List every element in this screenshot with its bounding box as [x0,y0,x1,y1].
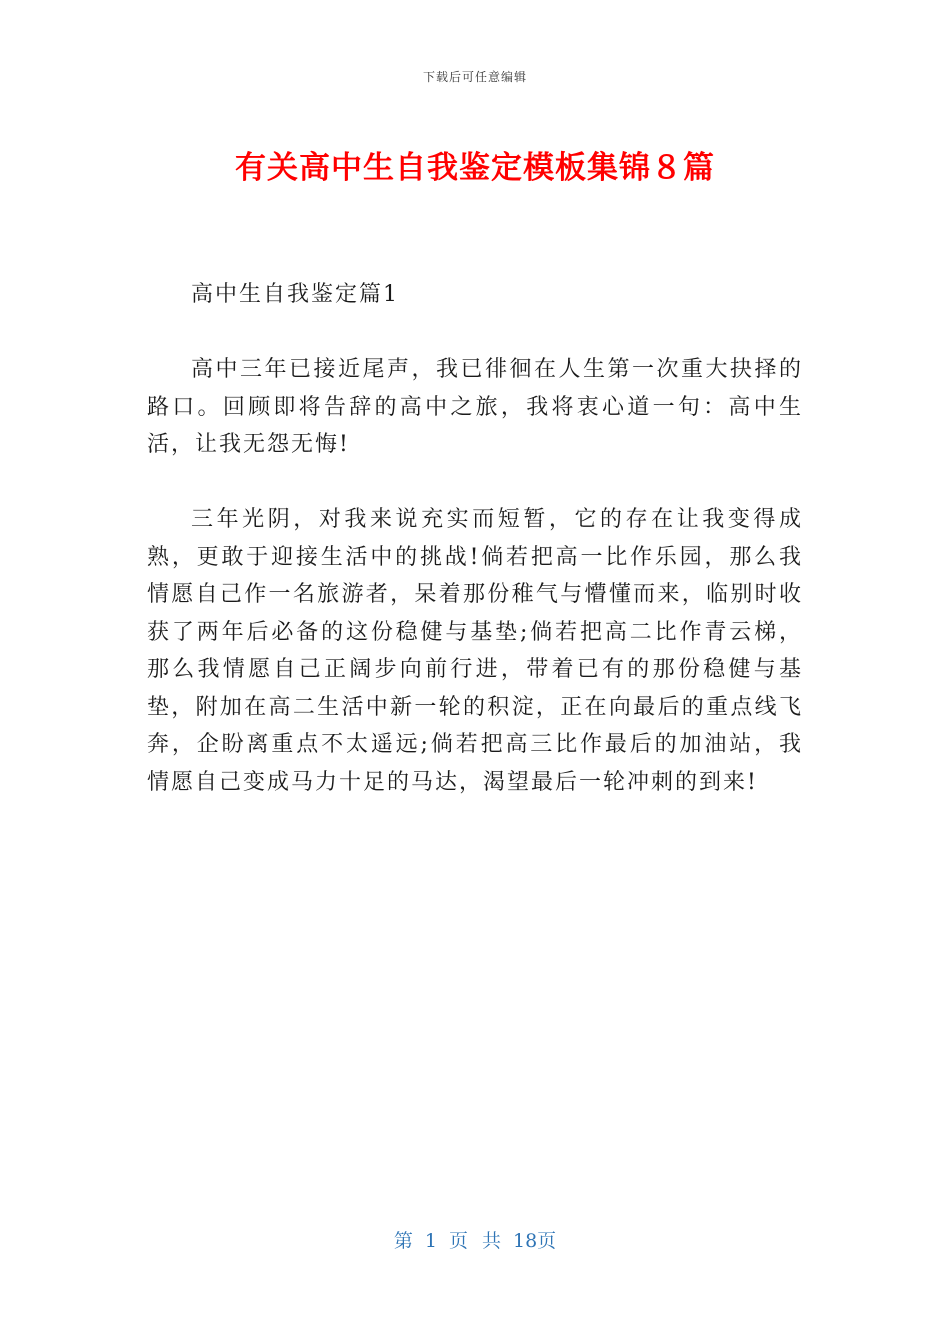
paragraph: 三年光阴，对我来说充实而短暂，它的存在让我变得成熟，更敢于迎接生活中的挑战!倘若把高一比作乐园，那么我情愿自己作一名旅游者，呆着那份稚气与懵懂而来，临别时收获了两年后必备的这份稳健与基垫;倘若把高二比作青云梯，那么我情愿自己正阔步向前行进，带着已有的那份稳健与基垫，附加在高二生活中新一轮的积淀，正在向最后的重点线飞奔，企盼离重点不太遥远;倘若把高三比作最后的加油站，我情愿自己变成马力十足的马达，渴望最后一轮冲刺的到来! [147,507,803,795]
footer-middle: 页 共 [448,1230,501,1252]
page-footer [0,1226,950,1253]
paragraph: 高中三年已接近尾声，我已徘徊在人生第一次重大抉择的路口。回顾即将告辞的高中之旅，我将衷心道一句：高中生活，让我无怨无悔! [147,357,803,457]
footer-prefix: 第 [393,1230,413,1252]
footer-page-number: 1 [424,1230,437,1252]
header-note: 下载后可任意编辑 [422,70,527,84]
section-heading: 高中生自我鉴定篇1 [191,282,399,307]
document-body [147,276,803,839]
document-title: 有关高中生自我鉴定模板集锦８篇 [235,150,715,186]
footer-total-pages: 18页 [512,1230,557,1252]
